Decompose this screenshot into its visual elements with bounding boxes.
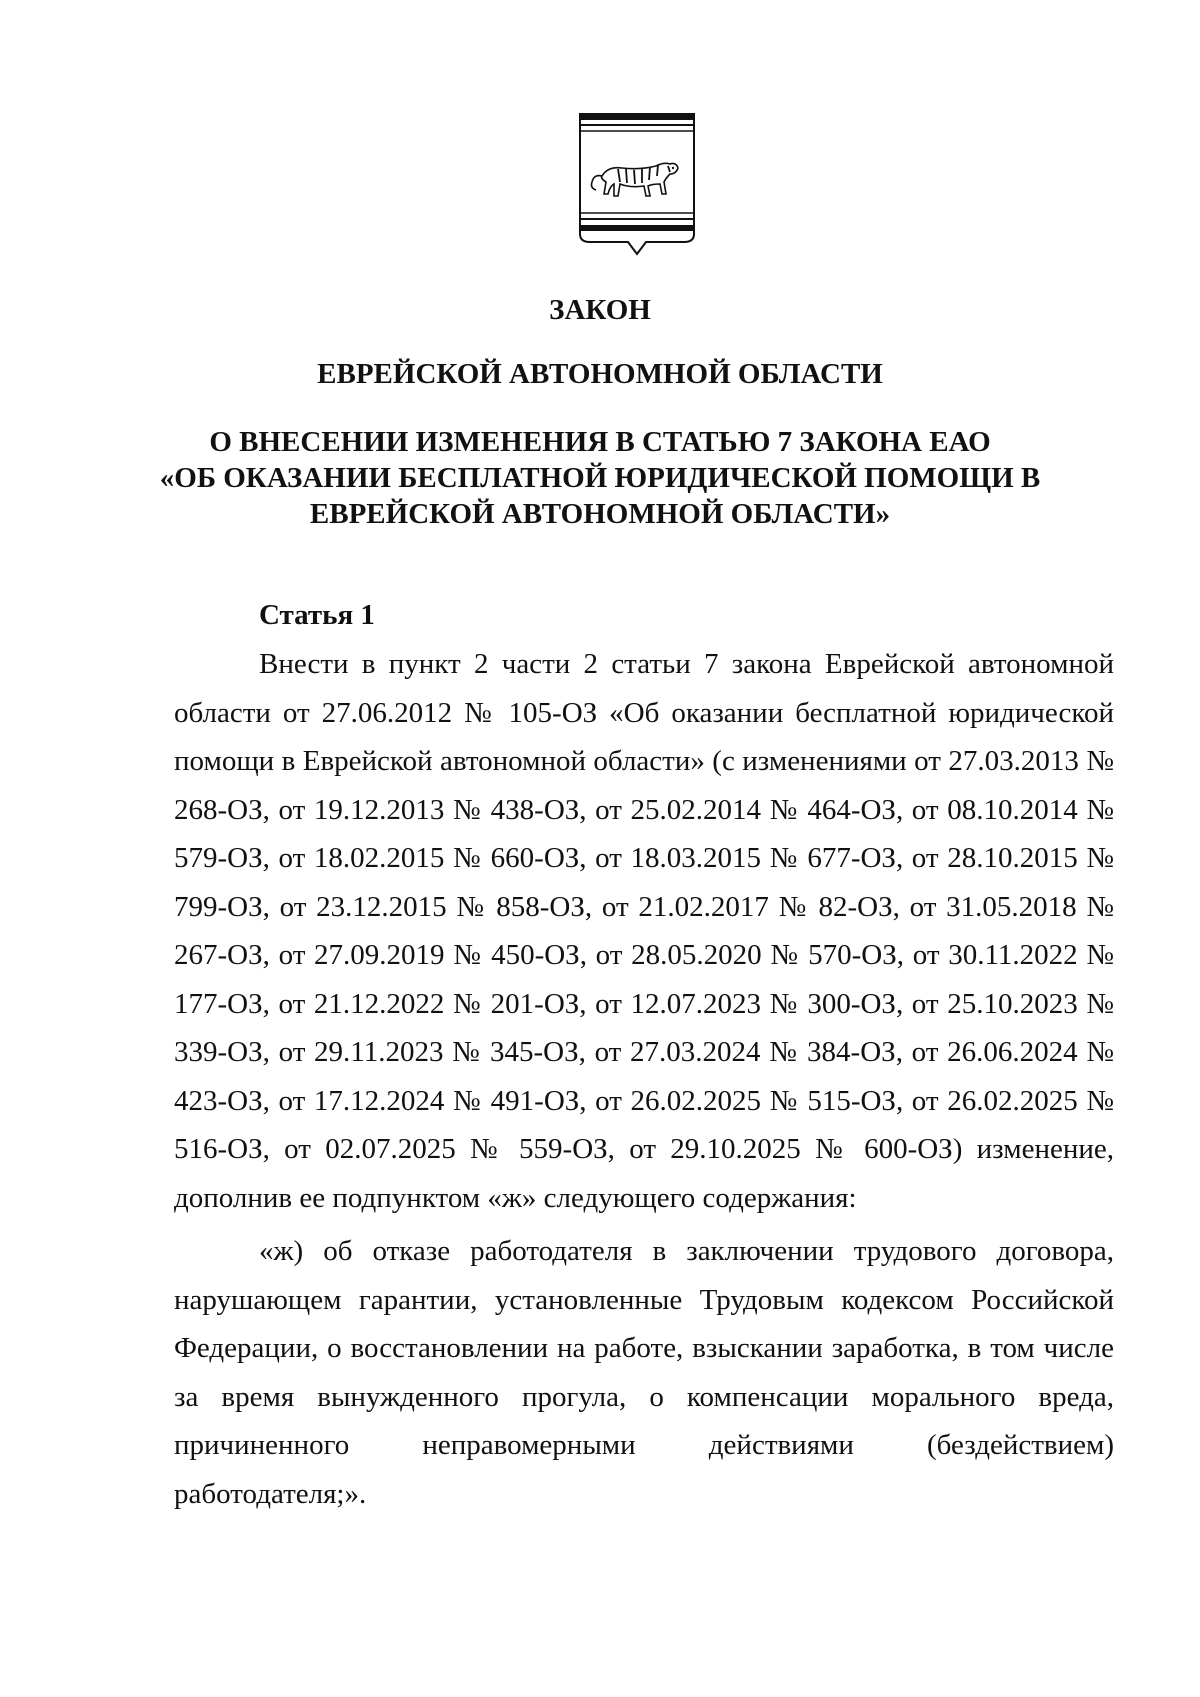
article-paragraph: Внести в пункт 2 части 2 статьи 7 закона Еврейской автономной области от 27.06.2012 № 105-ОЗ «Об оказании бесплатной юридической помощи в Еврейской автономной области» (с изменениями от 27.03.2013 № 268-ОЗ, от 19.12.2013 № 438-ОЗ, от 25.02.2014 № 464-ОЗ, от 08.10.2014 № 579-ОЗ, от 18.02.2015 № 660-ОЗ, от 18.03.2015 № 677-ОЗ, от 28.10.2015 № 799-ОЗ, от 23.12.2015 № 858-ОЗ, от 21.02.2017 № 82-ОЗ, от 31.05.2018 № 267-ОЗ, от 27.09.2019 № 450-ОЗ, от 28.05.2020 № 570-ОЗ, от 30.11.2022 № 177-ОЗ, от 21.12.2022 № 201-ОЗ, от 12.07.2023 № 300-ОЗ, от 25.10.2023 № 339-ОЗ, от 29.11.2023 № 345-ОЗ, от 27.03.2024 № 384-ОЗ, от 26.06.2024 № 423-ОЗ, от 17.12.2024 № 491-ОЗ, от 26.02.2025 № 515-ОЗ, от 26.02.2025 № 516-ОЗ, от 02.07.2025 № 559-ОЗ, от 29.10.2025 № 600-ОЗ) изменение, дополнив ее подпунктом «ж» следующего содержания: xyxy=(174,648,1114,1214)
subject-line: О ВНЕСЕНИИ ИЗМЕНЕНИЯ В СТАТЬЮ 7 ЗАКОНА ЕАО xyxy=(209,426,991,458)
document-title: ЗАКОН xyxy=(549,294,651,326)
amendment-paragraph: «ж) об отказе работодателя в заключении трудового договора, нарушающем гарантии, установленные Трудовым кодексом Российской Федерации, о восстановлении на работе, взыскании заработка, в том числе за время вынужденного прогула, о компенсации морального вреда, причиненного неправомерными действиями (бездействием) работодателя;». xyxy=(174,1235,1114,1510)
subject-line: «ОБ ОКАЗАНИИ БЕСПЛАТНОЙ ЮРИДИЧЕСКОЙ ПОМОЩИ В xyxy=(159,462,1041,494)
coat-of-arms-tiger-icon xyxy=(578,112,696,258)
law-subject xyxy=(0,424,1200,532)
issuer-line: ЕВРЕЙСКОЙ АВТОНОМНОЙ ОБЛАСТИ xyxy=(317,358,883,390)
article-heading: Статья 1 xyxy=(259,599,375,631)
subject-line: ЕВРЕЙСКОЙ АВТОНОМНОЙ ОБЛАСТИ» xyxy=(309,498,891,530)
